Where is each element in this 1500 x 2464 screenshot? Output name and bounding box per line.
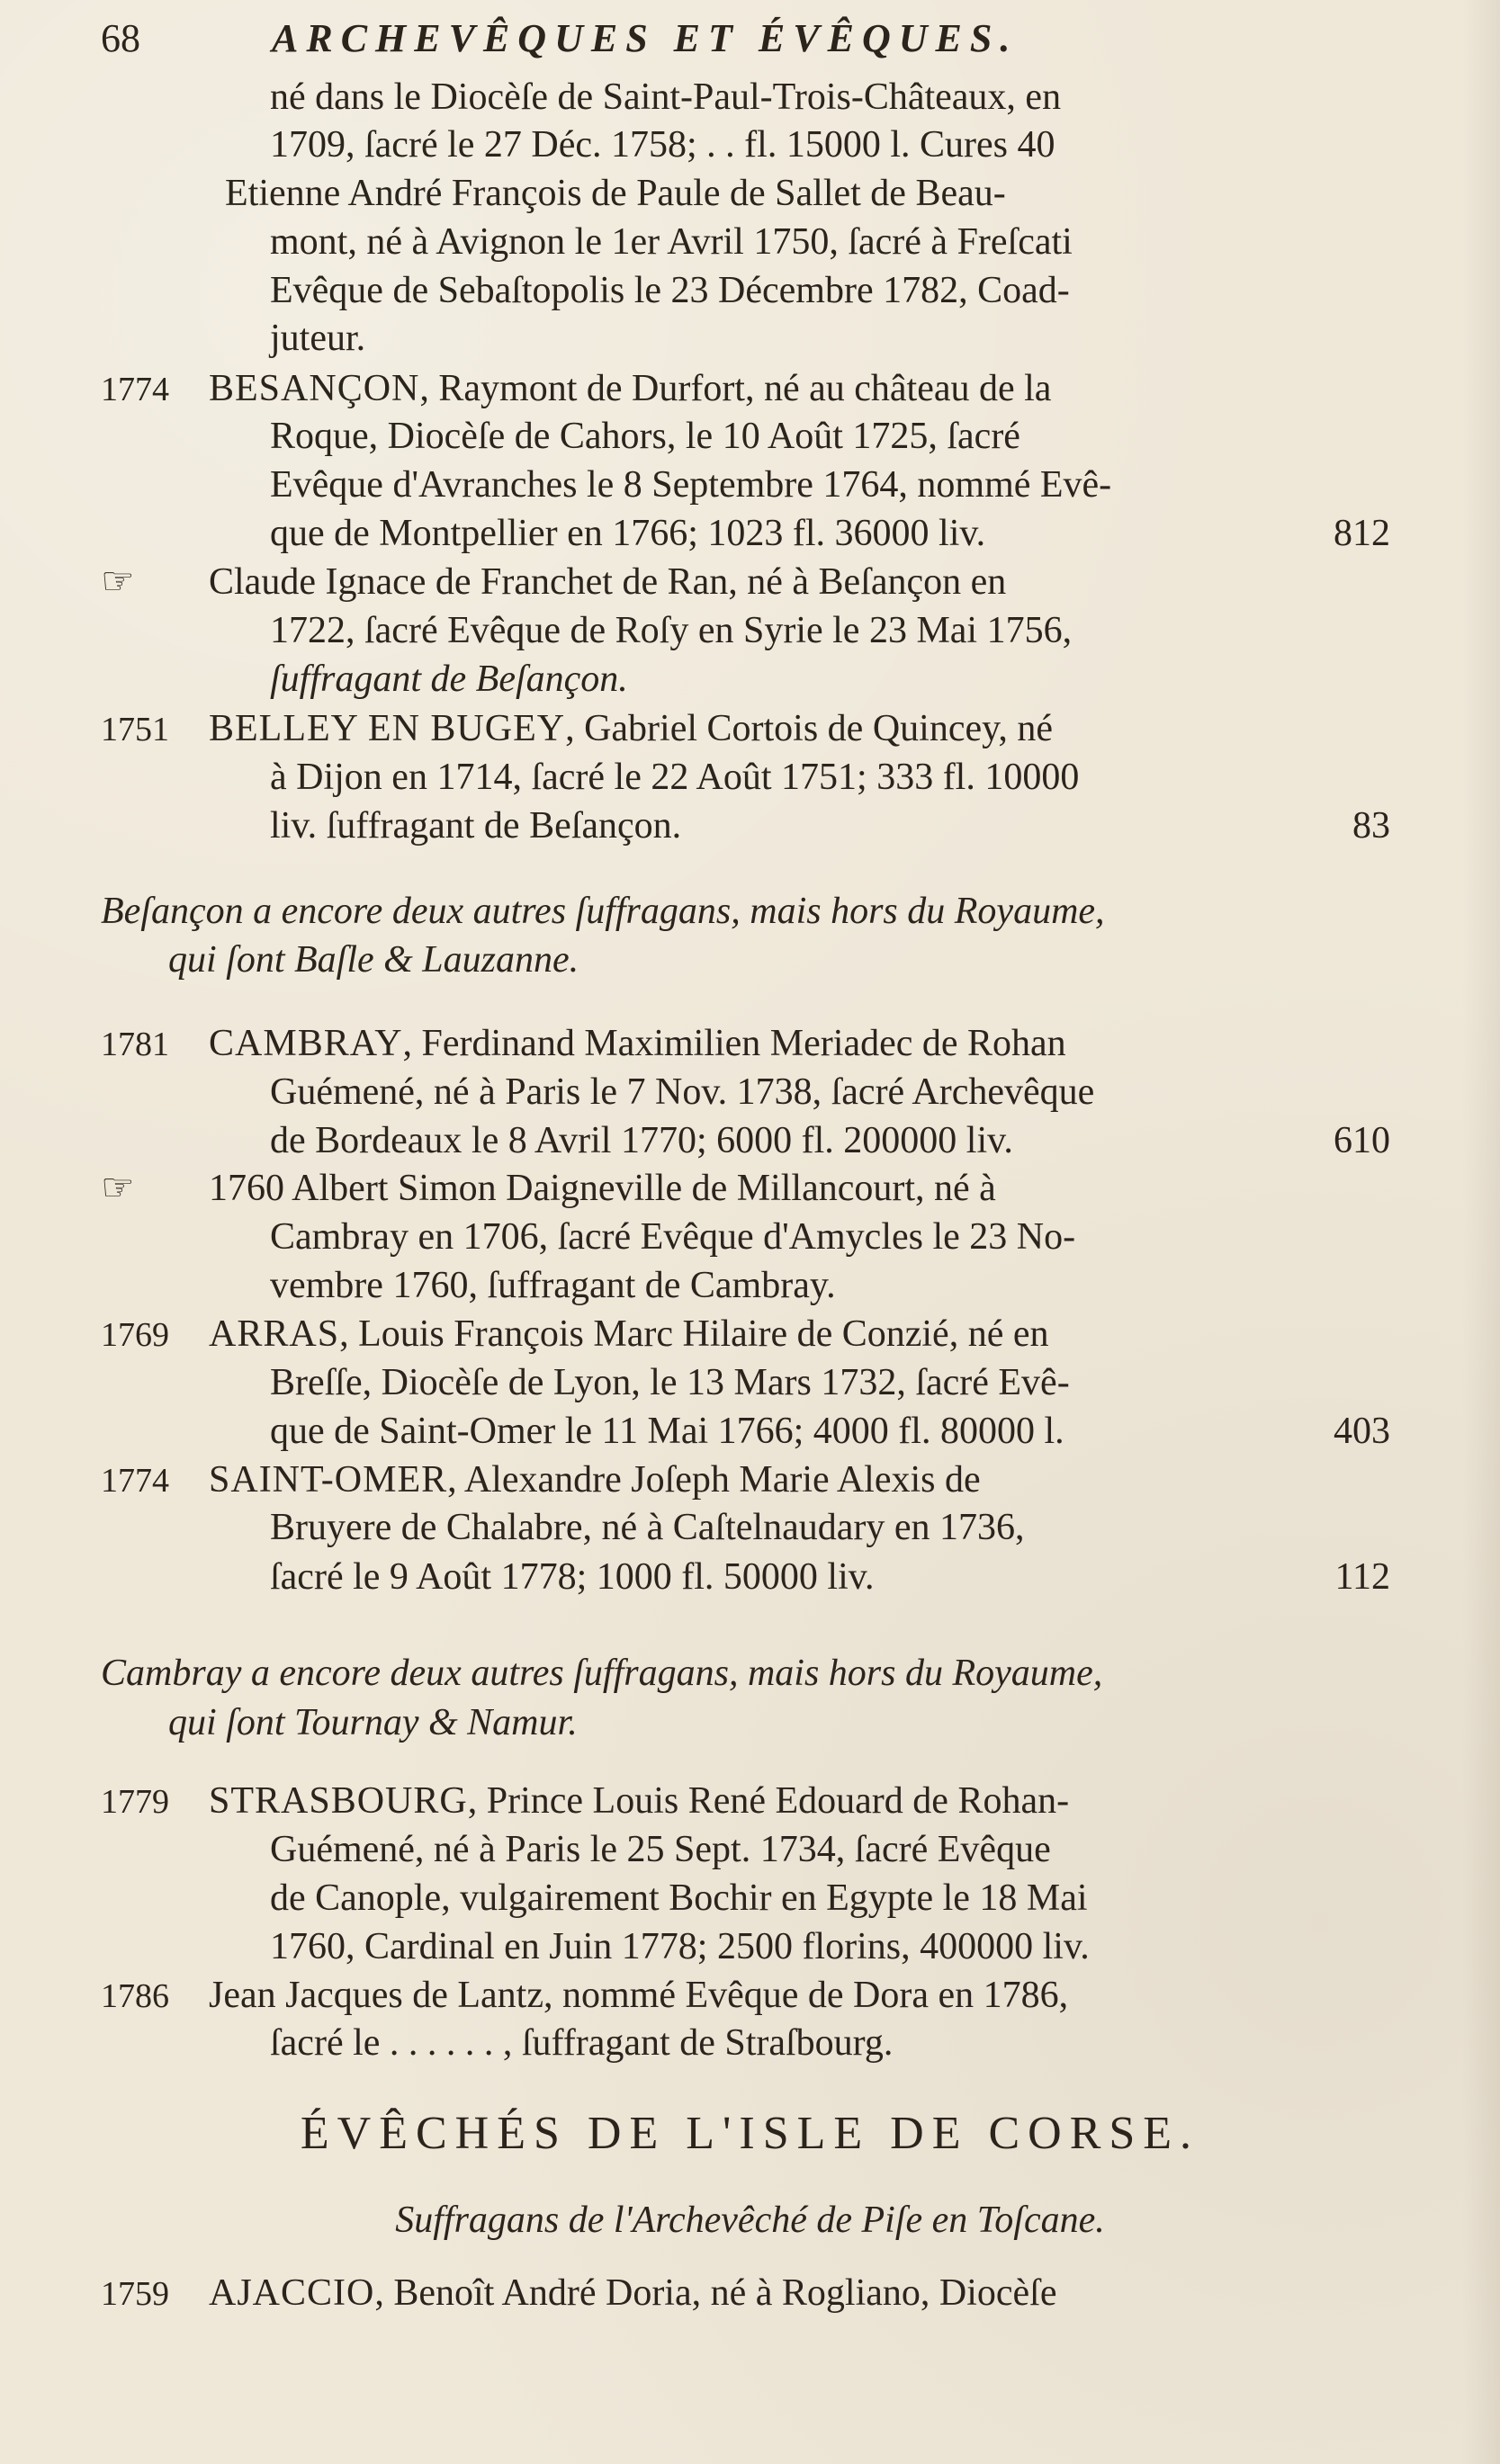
entry-text: 1760 Albert Simon Daigneville de Millancourt, né à [209, 1168, 996, 1209]
right-value: 403 [1334, 1411, 1390, 1452]
entry-line [101, 1455, 1406, 1506]
year: 1774 [101, 371, 169, 408]
text-line: de Bordeaux le 8 Avril 1770; 6000 fl. 200000 liv. [270, 1120, 1013, 1161]
text-line: Bruyere de Chalabre, né à Caſtelnaudary en 1736, [270, 1507, 1025, 1548]
text-line: de Canople, vulgairement Bochir en Egypte le 18 Mai [270, 1877, 1088, 1919]
entry-text: Jean Jacques de Lantz, nommé Evêque de Dora en 1786, [209, 1975, 1069, 2016]
entry-text: , Gabriel Cortois de Quincey, né [565, 708, 1054, 749]
entry-line [101, 1776, 1406, 1827]
entry-line [101, 703, 1406, 755]
year: 1779 [101, 1783, 169, 1821]
year: 1774 [101, 1462, 169, 1500]
text-line: que de Saint-Omer le 11 Mai 1766; 4000 fl. 80000 l. [270, 1411, 1064, 1452]
entry-text: , Benoît André Doria, né à Rogliano, Diocèſe [374, 2272, 1057, 2314]
diocese-name: BESANÇON [209, 368, 420, 409]
entry-line [101, 1018, 1406, 1070]
diocese-name: AJACCIO [209, 2272, 375, 2314]
text-line: Breſſe, Diocèſe de Lyon, le 13 Mars 1732, ſacré Evê- [270, 1362, 1070, 1403]
note-line: Cambray a encore deux autres ſuffragans, mais hors du Royaume, [101, 1653, 1103, 1694]
year: 1781 [101, 1026, 169, 1063]
text-line: 1709, ſacré le 27 Déc. 1758; . . fl. 15000 l. Cures 40 [270, 124, 1055, 166]
text-line: que de Montpellier en 1766; 1023 fl. 36000 liv. [270, 513, 986, 554]
year: 1769 [101, 1316, 169, 1354]
entry-text: , Raymont de Durfort, né au château de la [419, 368, 1052, 409]
entry-line [101, 1163, 1406, 1214]
right-value: 112 [1334, 1556, 1390, 1598]
text-line: mont, né à Avignon le 1er Avril 1750, ſacré à Freſcati [270, 221, 1073, 263]
pointing-hand-icon: ☞ [101, 561, 135, 603]
right-value: 610 [1334, 1120, 1390, 1161]
entry-text: , Prince Louis René Edouard de Rohan- [467, 1780, 1070, 1822]
running-head: ARCHEVÊQUES ET ÉVÊQUES. [272, 16, 1019, 60]
section-title: ÉVÊCHÉS DE L'ISLE DE CORSE. [300, 2108, 1200, 2159]
diocese-name: STRASBOURG [209, 1780, 468, 1822]
diocese-name: SAINT-OMER [209, 1459, 448, 1501]
text-line: Guémené, né à Paris le 7 Nov. 1738, ſacré Archevêque [270, 1071, 1095, 1113]
section-subtitle: Suffragans de l'Archevêché de Piſe en Toſcane. [395, 2200, 1105, 2241]
entry-line [101, 2268, 1406, 2319]
right-value: 812 [1334, 513, 1390, 554]
text-line: né dans le Diocèſe de Saint-Paul-Trois-Châteaux, en [270, 76, 1062, 118]
diocese-name: ARRAS [209, 1313, 340, 1355]
note-line: Beſançon a encore deux autres ſuffragans, mais hors du Royaume, [101, 891, 1105, 932]
text-line: ſacré le 9 Août 1778; 1000 fl. 50000 liv. [270, 1556, 875, 1598]
text-line: juteur. [270, 318, 366, 359]
note-line: qui ſont Baſle & Lauzanne. [168, 939, 579, 981]
text-line: Etienne André François de Paule de Sallet de Beau- [225, 173, 1006, 214]
text-line: 1722, ſacré Evêque de Roſy en Syrie le 23 Mai 1756, [270, 610, 1073, 651]
entry-text: Claude Ignace de Franchet de Ran, né à Beſançon en [209, 561, 1007, 603]
right-value: 83 [1352, 805, 1390, 847]
entry-line [101, 1970, 1406, 2021]
year: 1751 [101, 711, 169, 748]
page-number: 68 [101, 16, 140, 60]
entry-text: , Louis François Marc Hilaire de Conzié, né en [339, 1313, 1049, 1355]
page-header [101, 7, 1406, 70]
page-shadow [1462, 0, 1500, 2464]
year: 1759 [101, 2275, 169, 2313]
text-line: liv. ſuffragant de Beſançon. [270, 805, 682, 847]
text-line: Evêque d'Avranches le 8 Septembre 1764, nommé Evê- [270, 464, 1112, 506]
entry-text: , Ferdinand Maximilien Meriadec de Rohan [402, 1023, 1066, 1064]
year: 1786 [101, 1977, 169, 2015]
text-line: à Dijon en 1714, ſacré le 22 Août 1751; 333 fl. 10000 [270, 757, 1080, 798]
entry-line [101, 557, 1406, 607]
text-line: ſacré le . . . . . . , ſuffragant de Straſbourg. [270, 2022, 894, 2064]
pointing-hand-icon: ☞ [101, 1168, 135, 1209]
diocese-name: CAMBRAY [209, 1023, 403, 1064]
text-line: Evêque de Sebaſtopolis le 23 Décembre 1782, Coad- [270, 270, 1070, 311]
text-line: vembre 1760, ſuffragant de Cambray. [270, 1265, 836, 1306]
diocese-name: BELLEY EN BUGEY [209, 708, 566, 749]
text-line: Cambray en 1706, ſacré Evêque d'Amycles le 23 No- [270, 1216, 1076, 1258]
entry-text: , Alexandre Joſeph Marie Alexis de [447, 1459, 981, 1501]
text-line: ſuffragant de Beſançon. [270, 659, 628, 700]
text-line: 1760, Cardinal en Juin 1778; 2500 florins, 400000 liv. [270, 1926, 1090, 1967]
text-line: Guémené, né à Paris le 25 Sept. 1734, ſacré Evêque [270, 1829, 1051, 1870]
entry-line [101, 1309, 1406, 1360]
text-line: Roque, Diocèſe de Cahors, le 10 Août 1725, ſacré [270, 416, 1020, 457]
entry-line [101, 363, 1406, 415]
note-line: qui ſont Tournay & Namur. [168, 1702, 578, 1743]
